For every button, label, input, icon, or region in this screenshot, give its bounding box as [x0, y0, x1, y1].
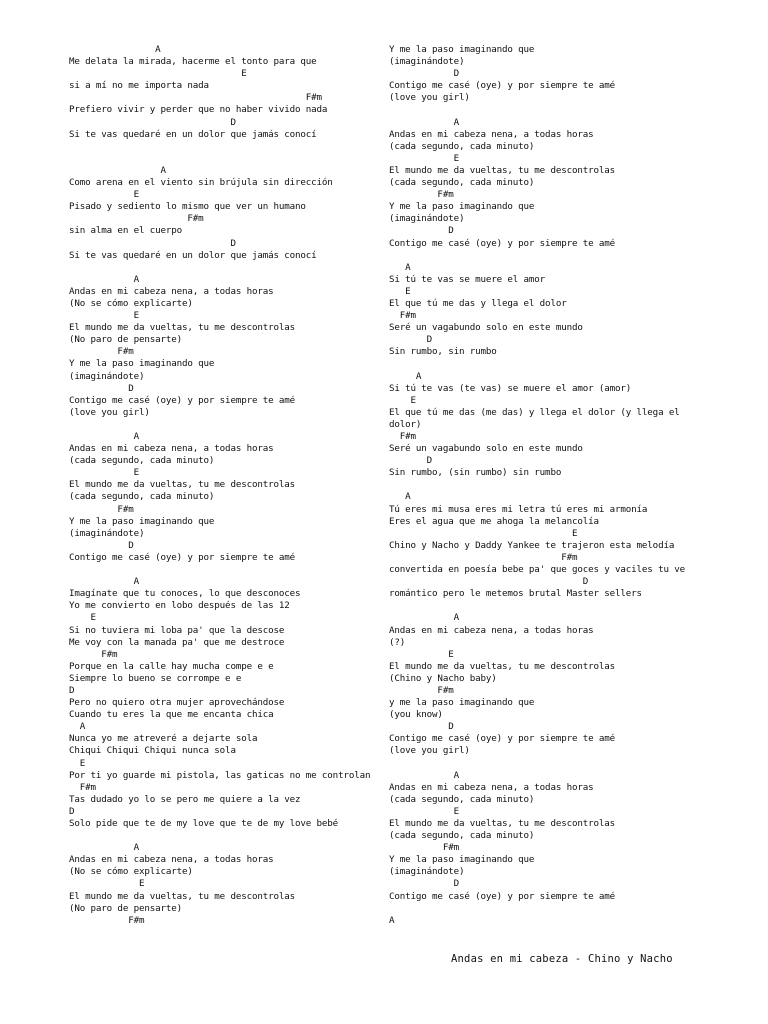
lyric-line: (No se cómo explicarte) — [69, 297, 193, 309]
chord-line: A — [389, 914, 395, 926]
lyric-line: (cada segundo, cada minuto) — [389, 830, 535, 842]
blank-line — [69, 153, 369, 165]
lyric-line: Contigo me casé (oye) y por siempre te amé — [389, 80, 616, 92]
lyric-line: Tas dudado yo lo se pero me quiere a la vez — [69, 793, 301, 805]
lyric-line: Y me la paso imaginando que — [69, 358, 215, 370]
lyric-line: Porque en la calle hay mucha compe e e — [69, 660, 274, 672]
lyric-line: romántico pero le metemos brutal Master sellers — [389, 588, 642, 600]
chord-line: E — [69, 68, 247, 80]
chord-line: A — [69, 44, 161, 55]
lyrics-right-column — [389, 44, 699, 927]
lyric-line: Siempre lo bueno se corrompe e e — [69, 672, 242, 684]
lyric-line: Tú eres mi musa eres mi letra tú eres mi armonía — [389, 503, 648, 515]
lyric-line: Nunca yo me atreveré a dejarte sola — [69, 733, 258, 745]
chord-line: F#m — [389, 842, 459, 854]
lyric-line: si a mí no me importa nada — [69, 80, 209, 92]
chord-line: F#m — [69, 92, 322, 104]
lyric-line: (?) — [389, 636, 406, 648]
lyric-line: Chino y Nacho y Daddy Yankee te trajeron esta melodía — [389, 539, 675, 551]
lyric-line: Imagínate que tu conoces, lo que desconoces — [69, 588, 301, 600]
blank-line — [389, 479, 699, 491]
lyric-line: (cada segundo, cada minuto) — [69, 455, 215, 467]
lyric-line: Y me la paso imaginando que — [389, 854, 535, 866]
lyric-line: Y me la paso imaginando que — [389, 201, 535, 213]
blank-line — [389, 600, 699, 612]
lyric-line: (No paro de pensarte) — [69, 334, 183, 346]
chord-line: F#m — [389, 431, 416, 442]
lyric-line: Andas en mi cabeza nena, a todas horas — [389, 128, 594, 140]
lyric-line: El mundo me da vueltas, tu me descontrolas — [69, 479, 296, 491]
chord-line: E — [389, 805, 459, 817]
lyric-line: (love you girl) — [69, 406, 150, 418]
lyric-line: Me voy con la manada pa' que me destroce — [69, 636, 285, 648]
chord-line: E — [69, 878, 145, 890]
lyric-line: Como arena en el viento sin brújula sin dirección — [69, 177, 333, 189]
lyric-line: Solo pide que te de my love que te de my love bebé — [69, 818, 339, 829]
chord-line: A — [389, 612, 459, 624]
chord-line: A — [389, 769, 459, 781]
chord-line: F#m — [69, 213, 204, 225]
lyric-line: Prefiero vivir y perder que no haber vivido nada — [69, 104, 328, 116]
lyric-line: Si tú te vas se muere el amor — [389, 273, 546, 285]
blank-line — [389, 250, 699, 262]
lyric-line: (cada segundo, cada minuto) — [389, 793, 535, 805]
lyric-line: Si te vas quedaré en un dolor que jamás conocí — [69, 249, 317, 261]
chord-line: D — [389, 455, 433, 467]
lyric-line: Pero no quiero otra mujer aprovechándose — [69, 697, 285, 709]
lyric-line: Pisado y sediento lo mismo que ver un humano — [69, 201, 306, 213]
chord-line: A — [69, 273, 139, 285]
chord-line: E — [389, 394, 416, 406]
chord-line: A — [389, 261, 411, 273]
lyric-line: (imaginándote) — [389, 56, 465, 68]
chord-line: E — [69, 612, 96, 624]
blank-line — [389, 903, 699, 915]
chord-line: D — [69, 539, 134, 551]
lyric-line: (imaginándote) — [389, 866, 465, 878]
lyric-line: (cada segundo, cada minuto) — [389, 140, 535, 152]
lyric-line: Contigo me casé (oye) y por siempre te amé — [389, 237, 616, 249]
lyric-line: Y me la paso imaginando que — [389, 44, 535, 55]
chord-line: F#m — [69, 914, 145, 926]
chord-line: E — [69, 757, 86, 769]
chord-line: D — [389, 721, 454, 733]
lyric-line: (No se cómo explicarte) — [69, 866, 193, 878]
chord-line: F#m — [69, 346, 134, 358]
lyric-line: (love you girl) — [389, 92, 470, 104]
blank-line — [389, 358, 699, 370]
lyric-line: Cuando tu eres la que me encanta chica — [69, 709, 274, 721]
lyric-line: Chiqui Chiqui Chiqui nunca sola — [69, 745, 236, 757]
chord-line: E — [69, 310, 139, 322]
lyric-line: Andas en mi cabeza nena, a todas horas — [389, 781, 594, 793]
chord-line: D — [389, 68, 459, 80]
lyric-line: El mundo me da vueltas, tu me descontrolas — [389, 818, 616, 829]
lyric-line: Seré un vagabundo solo en este mundo — [389, 443, 583, 455]
chord-line: A — [389, 491, 411, 503]
chord-line: D — [69, 116, 236, 128]
lyric-line: Contigo me casé (oye) y por siempre te amé — [389, 890, 616, 902]
lyric-line: Sin rumbo, (sin rumbo) sin rumbo — [389, 467, 562, 479]
lyric-line: El mundo me da vueltas, tu me descontrolas — [389, 164, 616, 176]
lyric-line: Andas en mi cabeza nena, a todas horas — [389, 624, 594, 636]
lyric-line: (imaginándote) — [69, 370, 145, 382]
blank-line — [69, 262, 369, 274]
chord-line: A — [69, 164, 166, 176]
chord-line: E — [389, 527, 578, 539]
chord-line: F#m — [69, 781, 96, 793]
lyric-line: (No paro de pensarte) — [69, 902, 183, 914]
chord-line: D — [389, 225, 454, 237]
chord-line: A — [69, 842, 139, 854]
lyric-line: Si no tuviera mi loba pa' que la descose — [69, 624, 285, 636]
lyric-line: El que tú me das (me das) y llega el dolor (y llega el dolor) — [389, 406, 685, 430]
chord-line: F#m — [69, 648, 118, 660]
chord-line: A — [69, 721, 86, 733]
chord-line: E — [69, 467, 139, 479]
lyric-line: (you know) — [389, 709, 443, 721]
chord-line: A — [69, 576, 139, 588]
lyric-line: El mundo me da vueltas, tu me descontrolas — [389, 660, 616, 672]
lyric-line: El mundo me da vueltas, tu me descontrolas — [69, 890, 296, 902]
lyric-line: Sin rumbo, sin rumbo — [389, 346, 497, 358]
lyric-line: (love you girl) — [389, 745, 470, 757]
blank-line — [69, 564, 369, 576]
chord-line: F#m — [389, 189, 454, 201]
chord-line: D — [69, 382, 134, 394]
chord-line: E — [389, 648, 454, 660]
chord-line: F#m — [69, 503, 134, 515]
lyric-line: Eres el agua que me ahoga la melancolía — [389, 515, 599, 527]
lyric-line: (Chino y Nacho baby) — [389, 672, 497, 684]
lyric-line: Contigo me casé (oye) y por siempre te amé — [389, 733, 616, 745]
lyric-line: Si te vas quedaré en un dolor que jamás conocí — [69, 128, 317, 140]
lyric-line: y me la paso imaginando que — [389, 697, 535, 709]
chord-line: E — [69, 189, 139, 201]
chord-line: D — [69, 237, 236, 249]
lyrics-left-column — [69, 44, 369, 927]
song-title-footer: Andas en mi cabeza - Chino y Nacho — [451, 953, 673, 965]
blank-line — [69, 141, 369, 153]
blank-line — [389, 758, 699, 770]
lyric-line: (cada segundo, cada minuto) — [69, 491, 215, 503]
lyric-line: Andas en mi cabeza nena, a todas horas — [69, 285, 274, 297]
chord-line: E — [389, 285, 411, 297]
lyric-line: Y me la paso imaginando que — [69, 515, 215, 527]
chord-line: F#m — [389, 684, 454, 696]
chord-line: D — [389, 878, 459, 890]
blank-line — [69, 419, 369, 431]
chord-line: D — [69, 684, 75, 696]
chord-line: A — [389, 116, 459, 128]
lyric-line: Si tú te vas (te vas) se muere el amor (amor) — [389, 382, 632, 394]
lyric-line: (imaginándote) — [389, 213, 465, 225]
lyric-line: Contigo me casé (oye) y por siempre te amé — [69, 551, 296, 563]
chord-line: D — [69, 805, 75, 817]
chord-line: D — [389, 334, 433, 346]
lyric-line: Seré un vagabundo solo en este mundo — [389, 322, 583, 334]
lyric-line: Andas en mi cabeza nena, a todas horas — [69, 854, 274, 866]
lyric-line: Yo me convierto en lobo después de las 12 — [69, 600, 290, 612]
lyric-line: Por ti yo guarde mi pistola, las gaticas no me controlan — [69, 769, 371, 781]
lyric-line: sin alma en el cuerpo — [69, 225, 183, 237]
lyric-line: (imaginándote) — [69, 527, 145, 539]
lyric-line: Andas en mi cabeza nena, a todas horas — [69, 443, 274, 455]
chord-line: A — [69, 431, 139, 442]
chord-line: F#m — [389, 310, 416, 322]
lyric-line: Me delata la mirada, hacerme el tonto para que — [69, 56, 317, 68]
chord-line: E — [389, 152, 459, 164]
lyric-line: El que tú me das y llega el dolor — [389, 297, 567, 309]
lyric-line: convertida en poesía bebe pa' que goces y vaciles tu ve — [389, 564, 685, 576]
lyric-line: Contigo me casé (oye) y por siempre te amé — [69, 394, 296, 406]
chord-line: D — [389, 576, 589, 588]
blank-line — [69, 830, 369, 842]
lyric-line: (cada segundo, cada minuto) — [389, 177, 535, 189]
blank-line — [389, 104, 699, 116]
chord-line: F#m — [389, 551, 578, 563]
lyric-line: El mundo me da vueltas, tu me descontrolas — [69, 322, 296, 334]
chord-line: A — [389, 370, 422, 382]
